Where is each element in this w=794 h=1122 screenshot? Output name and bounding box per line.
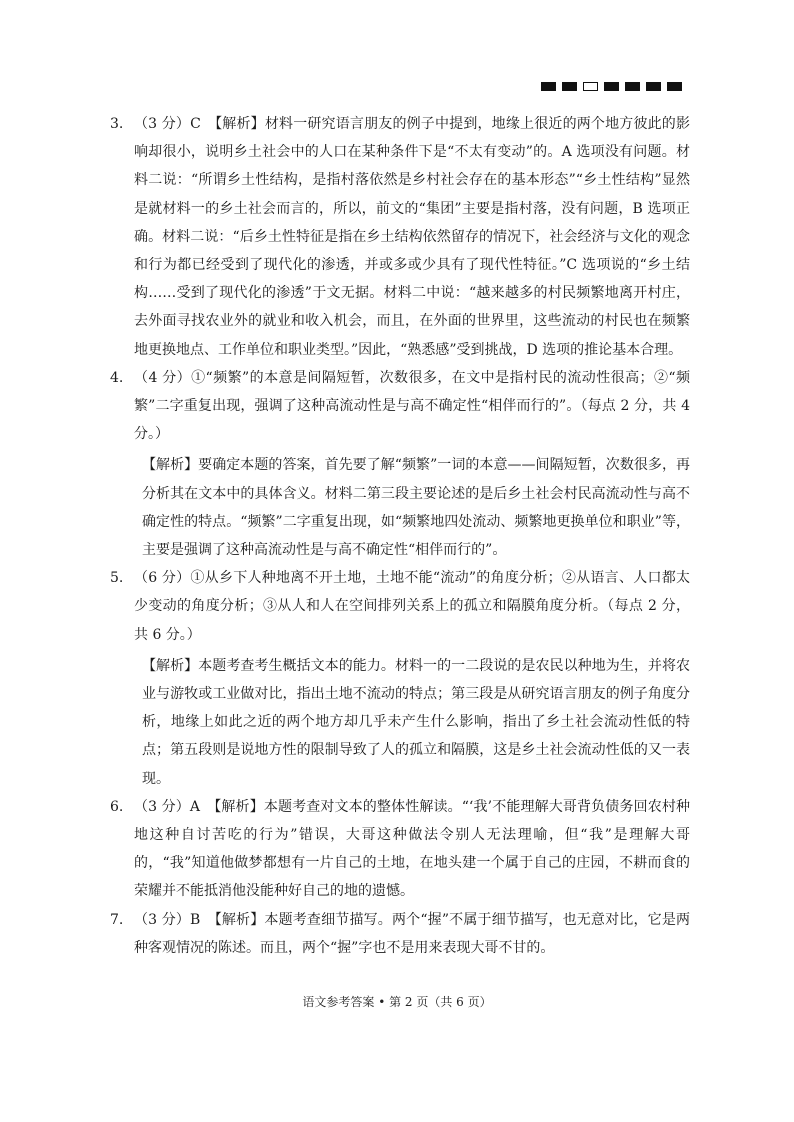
question-analysis: 【解析】要确定本题的答案，首先要了解“频繁”一词的本意——间隔短暂，次数很多，再分析其在文本中的具体含义。材料二第三段主要论述的是后乡土社会村民高流动性与高不确定性的特点。“频繁”二字重复出现，如“频繁地四处流动、频繁地更换单位和职业”等，主要是强调了这种高流动性是与高不确定性“相伴而行的”。 [142, 457, 690, 559]
header-marks [541, 82, 682, 91]
question-3 [110, 110, 690, 364]
question-answer: （4 分）①“频繁”的本意是间隔短暂，次数很多，在文中是指村民的流动性很高；②“频繁”二字重复出现，强调了这种高流动性是与高不确定性“相伴而行的”。（每点 2 分，共 4 分。） [134, 369, 690, 443]
question-number: 4. [110, 369, 124, 386]
question-number: 7. [110, 911, 124, 928]
question-number: 5. [110, 570, 124, 587]
question-answer: （3 分）A 【解析】本题考查对文本的整体性解读。“‘我’不能理解大哥背负债务回农村种地这种自讨苦吃的行为”错误，大哥这种做法令别人无法理喻，但“我”是理解大哥的，“我”知道他做梦都想有一片自己的土地，在地头建一个属于自己的庄园，不耕而食的荣耀并不能抵消他没能种好自己的地的遗憾。 [134, 798, 690, 900]
header-mark [541, 82, 556, 91]
header-mark [646, 82, 661, 91]
question-7 [110, 906, 690, 962]
header-mark [604, 82, 619, 91]
question-4 [110, 364, 690, 564]
question-6 [110, 793, 690, 906]
page-footer: 语文参考答案 • 第 2 页（共 6 页） [302, 995, 492, 1009]
answer-content [110, 110, 690, 962]
question-analysis: 【解析】本题考查考生概括文本的能力。材料一的一二段说的是农民以种地为生，并将农业与游牧或工业做对比，指出土地不流动的特点；第三段是从研究语言朋友的例子角度分析，地缘上如此之近的两个地方却几乎未产生什么影响，指出了乡土社会流动性低的特点；第五段则是说地方性的限制导致了人的孤立和隔膜，这是乡土社会流动性低的又一表现。 [142, 657, 690, 787]
header-mark [562, 82, 577, 91]
question-number: 6. [110, 798, 124, 815]
header-mark [667, 82, 682, 91]
question-5 [110, 564, 690, 793]
header-mark [625, 82, 640, 91]
question-answer: （3 分）C 【解析】材料一研究语言朋友的例子中提到，地缘上很近的两个地方彼此的影响却很小，说明乡土社会中的人口在某种条件下是“不太有变动”的。A 选项没有问题。材料二说：“所谓乡土性结构，是指村落依然是乡村社会存在的基本形态”“乡土性结构”显然是就材料一的乡土社会而言的，所以，前文的“集团”主要是指村落，没有问题，B 选项正确。材料二说：“后乡土性特征是指在乡土结构依然留存的情况下，社会经济与文化的观念和行为都已经受到了现代化的渗透，并或多或少具有了现代性特征。”C 选项说的“乡土结构……受到了现代化的渗透”于文无据。材料二中说：“越来越多的村民频繁地离开村庄，去外面寻找农业外的就业和收入机会，而且，在外面的世界里，这些流动的村民也在频繁地更换地点、工作单位和职业类型。”因此，“熟悉感”受到挑战，D 选项的推论基本合理。 [134, 116, 690, 358]
question-answer: （6 分）①从乡下人种地离不开土地，土地不能“流动”的角度分析；②从语言、人口都太少变动的角度分析；③从人和人在空间排列关系上的孤立和隔膜角度分析。（每点 2 分，共 6 分。） [134, 570, 690, 643]
header-mark-hollow [583, 82, 598, 91]
question-number: 3. [110, 116, 124, 132]
question-answer: （3 分）B 【解析】本题考查细节描写。两个“握”不属于细节描写，也无意对比，它是两种客观情况的陈述。而且，两个“握”字也不是用来表现大哥不甘的。 [134, 911, 690, 956]
